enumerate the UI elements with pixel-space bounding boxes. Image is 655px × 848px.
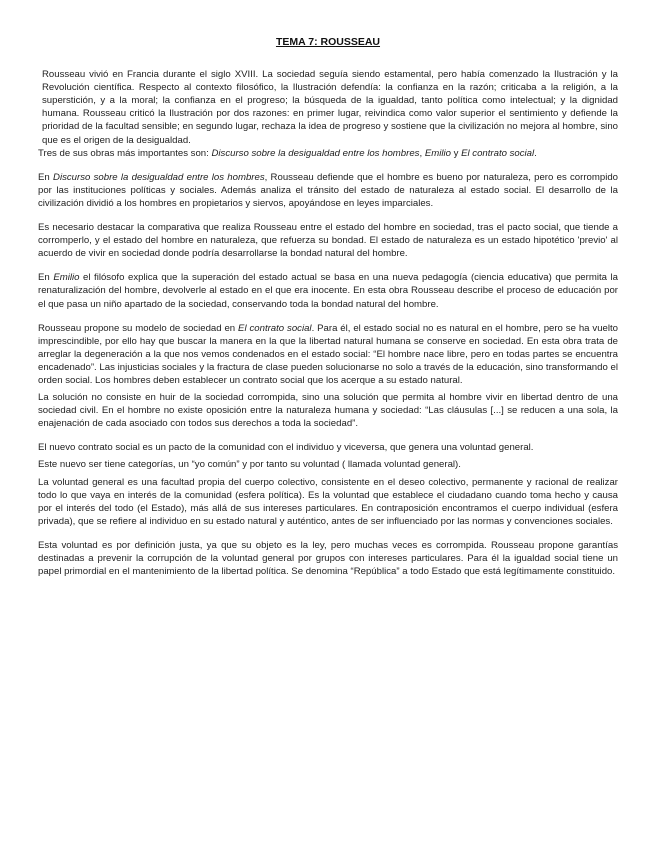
discurso-prefix: En xyxy=(38,171,54,183)
emilio-paragraph xyxy=(38,271,618,310)
emilio-prefix: En xyxy=(38,272,54,284)
contrato-paragraph xyxy=(38,322,618,387)
contrato-title: El contrato social xyxy=(238,322,312,334)
document-title: TEMA 7: ROUSSEAU xyxy=(275,36,381,48)
voluntad-paragraph-2: Este nuevo ser tiene categorías, un “yo común” y por tanto su voluntad ( llamada voluntad general). xyxy=(38,459,461,471)
work-title-contrato: El contrato social xyxy=(461,147,535,159)
contrato-prefix: Rousseau propone su modelo de sociedad en xyxy=(38,322,239,334)
works-separator: y xyxy=(450,147,462,159)
comparativa-paragraph: Es necesario destacar la comparativa que realiza Rousseau entre el estado del hombre en sociedad, tras el pacto social, que tiende a corromperlo, y el estado del hombre en naturaleza, que refuerza su bondad. El estado de naturaleza es un estado hipotético 'previo' al acuerdo de vivir en sociedad donde podría desarrollarse la bondad natural del hombre. xyxy=(38,222,618,260)
document-page xyxy=(38,36,618,578)
intro-paragraph: Rousseau vivió en Francia durante el siglo XVIII. La sociedad seguía siendo estamental, pero había comenzado la Ilustración y la Revolución científica. Respecto al contexto filosófico, la Ilustración defendía: la confianza en la razón; criticaba a la religión, a la superstición, y a la moral; la confianza en el progreso; la búsqueda de la igualdad, tanto política como intelectual; y la dignidad humana. Rousseau criticó la Ilustración por dos razones: en primer lugar, reivindica como valor superior el sentimiento y defiende la prioridad de la facultad sensible; en segundo lugar, rechaza la idea de progreso y sostiene que la civilización no mejora al hombre, sino que es el origen de la desigualdad. xyxy=(42,69,618,146)
voluntad-paragraph-3: La voluntad general es una facultad propia del cuerpo colectivo, consistente en el deseo colectivo, permanente y racional de realizar todo lo que vaya en interés de la comunidad (esfera política). Es la voluntad que establece el ciudadano cuando toma hecho y causa por el interés del todo (el Estado), más allá de sus intereses particulares. En contraposición encontramos el cuerpo individual (esfera privada), que se refiere al individuo en su estado natural y auténtico, antes de ser influenciado por las normas y convenciones sociales. xyxy=(38,476,618,527)
emilio-text: el filósofo explica que la superación del estado actual se basa en una nueva pedagogía (ciencia educativa) que permita la renaturalización del hombre, devolverle al estado en el que era inocente. En esta obra Rousseau describe el proceso de educación por el que pasa un niño apartado de la sociedad, conservando toda la bondad natural del hombre. xyxy=(38,272,618,310)
discurso-text: , Rousseau defiende que el hombre es bueno por naturaleza, pero es corrompido por las instituciones políticas y sociales. Además analiza el tránsito del estado de naturaleza al estado social. El desarrollo de la civilización dividió a los hombres en propietarios y siervos, apoyándose en leyes imparciales. xyxy=(38,171,618,209)
discurso-title: Discurso sobre la desigualdad entre los hombres xyxy=(53,171,265,183)
contrato-text: . Para él, el estado social no es natural en el hombre, pero se ha vuelto imprescindible, por ello hay que buscar la manera en la que la libertad natural humana se conserve en sociedad. En esta obra trata de arreglar la degeneración a la que nos vemos condenados en el estado social: “El hombre nace libre, pero en todas partes se encuentra encadenado”. Las injusticias sociales y la fractura de clase pueden solucionarse no solo a través de la educación, sino transformando el orden social. Los hombres deben establecer un contrato social que los acerque a su estado natural. xyxy=(38,322,618,386)
works-separator: , xyxy=(419,147,425,159)
works-prefix: Tres de sus obras más importantes son: xyxy=(38,147,212,159)
voluntad-paragraph-1: El nuevo contrato social es un pacto de la comunidad con el individuo y viceversa, que genera una voluntad general. xyxy=(38,442,534,454)
final-paragraph: Esta voluntad es por definición justa, ya que su objeto es la ley, pero muchas veces es corrompida. Rousseau propone garantías destinadas a prevenir la corrupción de la voluntad general por grupos con intereses particulares. Para él la igualdad social tiene un papel primordial en el mantenimiento de la libertad política. Se denomina “República” a todo Estado que está legítimamente constituido. xyxy=(38,539,618,578)
work-title-discurso: Discurso sobre la desigualdad entre los hombres xyxy=(211,147,420,159)
works-end: . xyxy=(534,147,537,159)
discurso-paragraph xyxy=(38,171,618,210)
works-paragraph xyxy=(38,147,618,160)
work-title-emilio: Emilio xyxy=(424,147,451,159)
solucion-paragraph: La solución no consiste en huir de la sociedad corrompida, sino una solución que permita al hombre vivir en libertad dentro de una sociedad civil. En el hombre no existe oposición entre la naturaleza humana y sociedad: “Las cláusulas [...] se reducen a una sola, la enajenación de cada asociado con todos sus derechos a toda la sociedad”. xyxy=(38,392,618,430)
emilio-title: Emilio xyxy=(53,272,80,284)
